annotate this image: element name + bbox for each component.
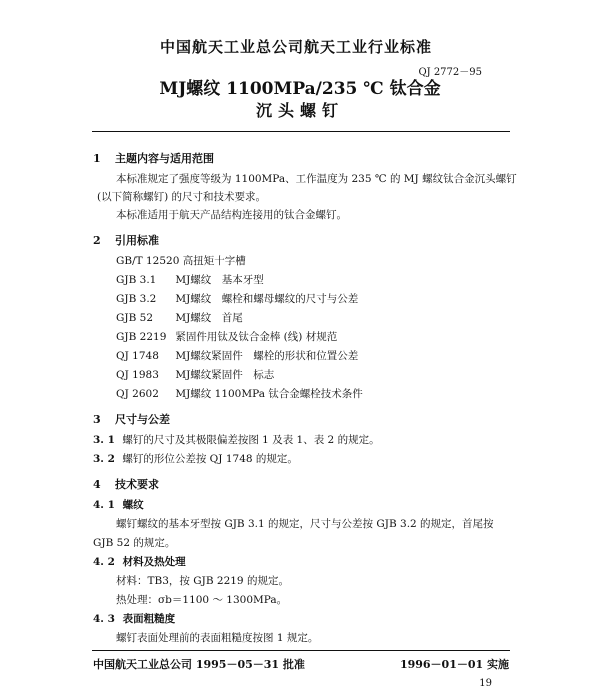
section-number: 1	[93, 152, 101, 165]
reference-title: 紧固件用钛及钛合金棒 (线) 材规范	[175, 331, 338, 343]
clause-number: 4. 2	[93, 556, 115, 568]
reference-item	[116, 291, 358, 306]
effective-date: 1996－01－01 实施	[399, 658, 509, 671]
reference-title: MJ螺纹 螺栓和螺母螺纹的尺寸与公差	[175, 293, 359, 305]
section-1-paragraph-1a: 本标准规定了强度等级为 1100MPa、工作温度为 235 ℃ 的 MJ 螺纹钛合金沉头螺钉	[116, 173, 517, 185]
header-divider	[92, 131, 510, 132]
clause-4-1-paragraph-a: 螺钉螺纹的基本牙型按 GJB 3.1 的规定，尺寸与公差按 GJB 3.2 的规定，首尾按	[116, 518, 494, 530]
clause-4-2-heat-treatment: 热处理：σb＝1100 ～ 1300MPa。	[116, 594, 288, 606]
reference-item	[116, 367, 274, 382]
standard-code: QJ 2772－95	[418, 67, 482, 78]
section-title: 尺寸与公差	[115, 413, 170, 426]
reference-code: QJ 1748	[116, 350, 159, 362]
clause-text: 螺钉的尺寸及其极限偏差按图 1 及表 1、表 2 的规定。	[122, 434, 380, 446]
section-4-heading	[93, 476, 159, 492]
reference-code: QJ 1983	[116, 369, 159, 381]
approval-date: 中国航天工业总公司 1995－05－31 批准	[93, 658, 305, 671]
section-1-paragraph-1b: (以下简称螺钉) 的尺寸和技术要求。	[97, 191, 267, 203]
reference-title: MJ螺纹 1100MPa 钛合金螺栓技术条件	[175, 388, 363, 400]
clause-number: 3. 2	[93, 453, 115, 465]
document-title-line2: 沉头螺钉	[255, 101, 344, 120]
section-title: 引用标准	[115, 234, 159, 247]
clause-3-2	[93, 451, 298, 466]
publisher-header: 中国航天工业总公司航天工业行业标准	[160, 38, 433, 56]
reference-code: GJB 52	[116, 312, 154, 324]
reference-code: GB/T 12520	[116, 255, 180, 267]
clause-4-3-text: 螺钉表面处理前的表面粗糙度按图 1 规定。	[116, 632, 319, 644]
page-number: 19	[479, 678, 492, 689]
section-number: 2	[93, 234, 101, 247]
clause-number: 4. 1	[93, 499, 115, 511]
reference-item	[116, 310, 243, 325]
reference-title: 高扭矩十字槽	[182, 255, 246, 267]
reference-item	[116, 253, 246, 268]
clause-title: 材料及热处理	[122, 556, 186, 568]
reference-title: MJ螺纹 首尾	[175, 312, 243, 324]
clause-number: 3. 1	[93, 434, 115, 446]
footer-divider	[92, 650, 510, 651]
section-1-paragraph-2: 本标准适用于航天产品结构连接用的钛合金螺钉。	[116, 209, 347, 221]
reference-title: MJ螺纹紧固件 标志	[175, 369, 275, 381]
document-title-line1: MJ螺纹 1100MPa/235 ℃ 钛合金	[159, 79, 441, 99]
reference-item	[116, 348, 358, 363]
section-title: 技术要求	[115, 478, 159, 491]
clause-title: 螺纹	[122, 499, 144, 511]
section-2-heading	[93, 232, 159, 248]
reference-code: GJB 3.2	[116, 293, 157, 305]
clause-title: 表面粗糙度	[122, 613, 176, 625]
reference-title: MJ螺纹紧固件 螺栓的形状和位置公差	[175, 350, 359, 362]
clause-4-2-heading	[93, 554, 186, 569]
clause-4-1-heading	[93, 497, 144, 512]
reference-item	[116, 329, 337, 344]
section-number: 4	[93, 478, 101, 491]
clause-text: 螺钉的形位公差按 QJ 1748 的规定。	[122, 453, 298, 465]
section-title: 主题内容与适用范围	[115, 152, 214, 165]
reference-code: GJB 3.1	[116, 274, 157, 286]
clause-4-1-paragraph-b: GJB 52 的规定。	[93, 537, 176, 549]
clause-number: 4. 3	[93, 613, 115, 625]
clause-4-3-heading	[93, 611, 175, 626]
reference-item	[116, 272, 264, 287]
section-number: 3	[93, 413, 101, 426]
section-3-heading	[93, 411, 170, 427]
reference-code: QJ 2602	[116, 388, 159, 400]
reference-title: MJ螺纹 基本牙型	[175, 274, 264, 286]
clause-4-2-material: 材料：TB3，按 GJB 2219 的规定。	[116, 575, 289, 587]
reference-item	[116, 386, 363, 401]
reference-code: GJB 2219	[116, 331, 167, 343]
clause-3-1	[93, 432, 380, 447]
section-1-heading	[93, 150, 214, 166]
